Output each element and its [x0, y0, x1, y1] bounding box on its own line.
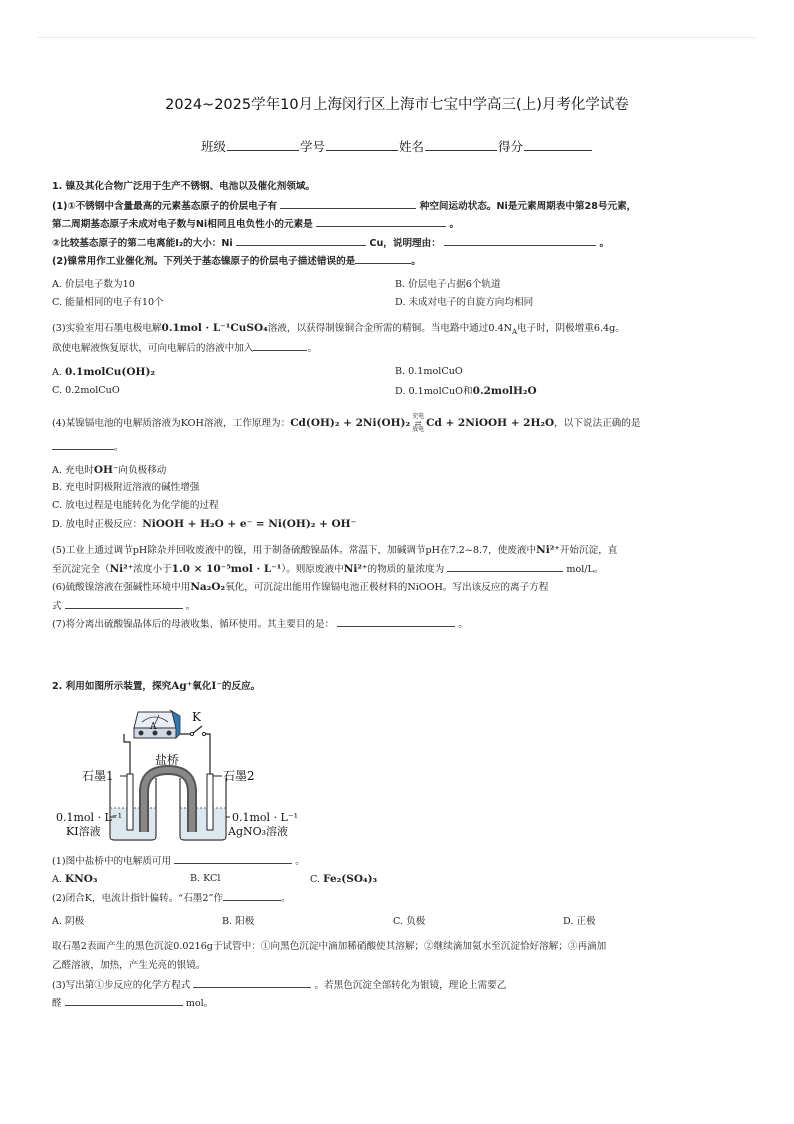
q1-part1-line3: ②比较基态原子的第二电离能I₂的大小：Ni Cu，说明理由： 。 — [52, 238, 610, 249]
q1-part2: (2)镍常用作工业催化剂。下列关于基态镍原子的价层电子描述错误的是 。 — [52, 256, 421, 267]
right-conc-label: 0.1mol · L⁻¹ — [232, 811, 299, 824]
left-conc-label: 0.1mol · L⁻¹ — [56, 811, 123, 824]
q2-1-option-a[interactable]: A. KNO₃ — [52, 873, 98, 885]
q1-7-blank[interactable] — [337, 617, 455, 627]
q2-2-stem: (2)闭合K，电流计指针偏转。“石墨2”作 。 — [52, 893, 291, 904]
q1-blank-2[interactable] — [355, 254, 411, 264]
q1-6-blank[interactable] — [65, 599, 183, 609]
score-field[interactable] — [524, 138, 592, 151]
class-field[interactable] — [227, 138, 299, 151]
q1-2-option-d[interactable]: D. 未成对电子的自旋方向均相同 — [395, 297, 534, 308]
graphite-1-label: 石墨1 — [82, 769, 114, 783]
q2-3-stem-line2: 醛 mol。 — [52, 998, 214, 1009]
q1-3-option-b[interactable]: B. 0.1molCuO — [395, 366, 463, 377]
q1-4-blank[interactable] — [52, 440, 114, 450]
reaction-left: Cd(OH)₂ + 2Ni(OH)₂ — [290, 417, 411, 429]
q2-1-stem: (1)图中盐桥中的电解质可用 。 — [52, 856, 305, 867]
q1-blank-compare[interactable] — [236, 236, 366, 246]
q2-2-option-c[interactable]: C. 负极 — [393, 916, 426, 927]
q1-2-option-c[interactable]: C. 能量相同的电子有10个 — [52, 297, 164, 308]
salt-bridge-label: 盐桥 — [155, 753, 180, 767]
formula-cuso4: 0.1mol · L⁻¹CuSO₄ — [161, 322, 268, 334]
q2-1-option-b[interactable]: B. KCl — [190, 873, 221, 884]
page-title: 2024~2025学年10月上海闵行区上海市七宝中学高三(上)月考化学试卷 — [165, 97, 629, 113]
q1-blank-orbitals[interactable] — [280, 199, 416, 209]
q1-part1-line2: 第二周期基态原子未成对电子数与Ni相同且电负性小的元素是 。 — [52, 219, 460, 230]
student-info-line — [0, 137, 794, 155]
q1-3-blank[interactable] — [253, 341, 307, 351]
q2-3-blank-equation[interactable] — [193, 978, 311, 988]
q1-4-option-d[interactable]: D. 放电时正极反应：NiOOH + H₂O + e⁻ = Ni(OH)₂ + OH⁻ — [52, 518, 357, 530]
q2-1-blank[interactable] — [174, 854, 292, 864]
ammeter-label: A — [150, 722, 157, 732]
q1-4-option-a[interactable]: A. 充电时OH⁻向负极移动 — [52, 464, 167, 476]
q1-3-stem-line2: 欲使电解液恢复原状，可向电解后的溶液中加入 。 — [52, 343, 318, 354]
q1-4-stem: (4)某镍镉电池的电解质溶液为KOH溶液，工作原理为：Cd(OH)₂ + 2Ni(OH)₂ 充电 ⇄ 放电 Cd + 2NiOOH + 2H₂O，以下说法正确的是 — [52, 413, 641, 433]
q2-2-option-a[interactable]: A. 阴极 — [52, 916, 85, 927]
right-wire — [206, 734, 210, 774]
graphite-2-label: 石墨2 — [223, 769, 255, 783]
galvanic-cell-diagram — [52, 700, 312, 846]
q1-part1-line1: (1)①不锈钢中含量最高的元素基态原子的价层电子有 种空间运动状态。Ni是元素周期表中第28号元素， — [52, 201, 637, 212]
switch-label: K — [192, 710, 201, 724]
q1-5-stem-line1: (5)工业上通过调节pH除杂并回收废液中的镍，用于制备硫酸镍晶体。常温下，加碱调节pH在7.2~8.7，使废液中Ni²⁺开始沉淀，直 — [52, 544, 618, 556]
reversible-arrow: 充电 ⇄ 放电 — [412, 413, 425, 433]
id-field[interactable] — [326, 138, 398, 151]
left-solution-label: KI溶液 — [66, 825, 101, 838]
q1-heading: 1. 镍及其化合物广泛用于生产不锈钢、电池以及催化剂领域。 — [52, 181, 316, 192]
class-label: 班级 — [200, 139, 226, 154]
q1-2-option-a[interactable]: A. 价层电子数为10 — [52, 279, 135, 290]
q1-4-option-c[interactable]: C. 放电过程是电能转化为化学能的过程 — [52, 500, 219, 511]
q2-2-option-d[interactable]: D. 正极 — [563, 916, 596, 927]
q2-heading: 2. 利用如图所示装置，探究Ag⁺氧化I⁻的反应。 — [52, 680, 261, 692]
q1-6-stem-line2: 式 。 — [52, 601, 196, 612]
q1-4-answer-line: 。 — [52, 440, 124, 454]
name-label: 姓名 — [399, 139, 425, 154]
q1-3-option-a[interactable]: A. 0.1molCu(OH)₂ — [52, 366, 156, 378]
q1-4-option-b[interactable]: B. 充电时阴极附近溶液的碱性增强 — [52, 482, 200, 493]
q1-6-stem-line1: (6)硫酸镍溶液在强碱性环境中用Na₂O₂氧化，可沉淀出能用作镍镉电池正极材料的NiOOH。写出该反应的离子方程 — [52, 581, 549, 593]
q2-procedure-line2: 乙醛溶液，加热，产生光亮的银镜。 — [52, 960, 206, 971]
left-wire — [124, 734, 130, 774]
q1-5-blank[interactable] — [447, 562, 563, 572]
id-label: 学号 — [299, 139, 325, 154]
q1-3-option-c[interactable]: C. 0.2molCuO — [52, 385, 120, 396]
graphite-2 — [207, 774, 213, 830]
q1-blank-reason[interactable] — [444, 236, 596, 246]
q2-1-option-c[interactable]: C. Fe₂(SO₄)₃ — [310, 873, 378, 885]
q2-2-blank[interactable] — [223, 891, 281, 901]
q2-3-stem-line1: (3)写出第①步反应的化学方程式 。若黑色沉淀全部转化为银镜，理论上需要乙 — [52, 980, 507, 991]
q2-3-blank-moles[interactable] — [65, 996, 183, 1006]
q2-2-option-b[interactable]: B. 阳极 — [222, 916, 255, 927]
q1-7-stem: (7)将分离出硫酸镍晶体后的母液收集、循环使用。其主要目的是： 。 — [52, 619, 468, 630]
q1-2-option-b[interactable]: B. 价层电子占据6个轨道 — [395, 279, 501, 290]
reaction-right: Cd + 2NiOOH + 2H₂O — [426, 417, 555, 429]
q2-procedure-line1: 取石墨2表面产生的黑色沉淀0.0216g于试管中：①向黑色沉淀中滴加稀硝酸使其溶解；②继续滴加氨水至沉淀恰好溶解；③再滴加 — [52, 941, 607, 952]
top-divider — [38, 37, 756, 38]
graphite-1 — [127, 774, 133, 830]
q1-3-option-d[interactable]: D. 0.1molCuO和0.2molH₂O — [395, 385, 537, 397]
q1-blank-element[interactable] — [316, 217, 446, 227]
ammeter — [134, 710, 180, 738]
q1-5-stem-line2: 至沉淀完全（Ni²⁺浓度小于1.0 × 10⁻⁵mol · L⁻¹）。则原废液中Ni²⁺的物质的量浓度为 mol/L。 — [52, 563, 604, 575]
right-solution-label: AgNO₃溶液 — [228, 825, 289, 838]
score-label: 得分 — [498, 139, 524, 154]
name-field[interactable] — [425, 138, 497, 151]
q1-3-stem-line1: (3)实验室用石墨电极电解0.1mol · L⁻¹CuSO₄溶液，以获得制镍铜合金所需的精铜。当电路中通过$0.4N_A$电子时，阴极增重6.4g。 — [52, 322, 625, 336]
